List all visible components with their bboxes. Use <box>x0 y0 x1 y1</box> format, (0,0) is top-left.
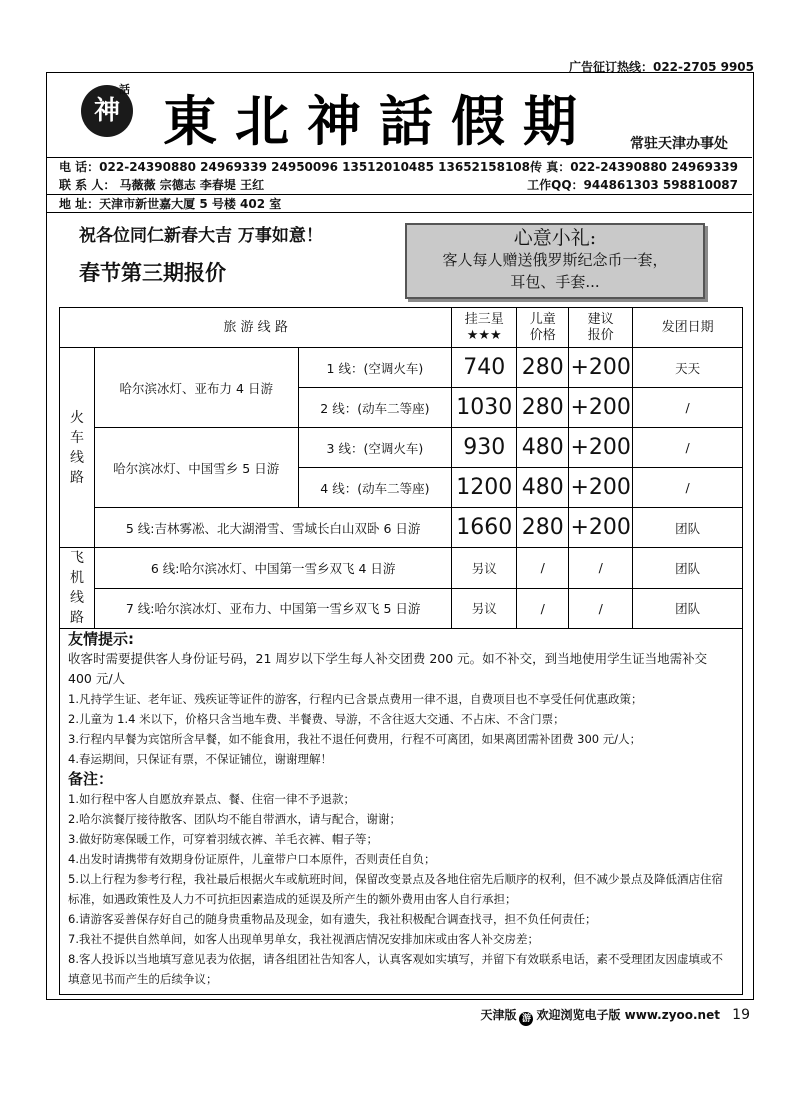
contact-people: 联 系 人： 马薇薇 宗德志 李春堤 王红 <box>59 178 265 192</box>
list-item: 2.儿童为 1.4 米以下，价格只含当地车费、半餐费、导游，不含往返大交通、不占床、不含门票； <box>68 712 565 726</box>
table-row <box>60 588 743 629</box>
route-line: 7 线:哈尔滨冰灯、亚布力、中国第一雪乡双飞 5 日游 <box>94 588 451 629</box>
ad-hotline: 广告征订热线：022-2705 9905 <box>568 60 754 74</box>
route-price: 另议 <box>452 548 517 589</box>
route-child-price: 280 <box>517 508 569 548</box>
route-child-price: / <box>517 548 569 589</box>
route-suggest: +200 <box>569 428 633 468</box>
route-line: 2 线：(动车二等座) <box>298 388 452 428</box>
page-number: 19 <box>732 1007 750 1023</box>
route-suggest: +200 <box>569 388 633 428</box>
table-row <box>60 508 743 548</box>
list-item: 1.如行程中客人自愿放弃景点、餐、住宿一律不予退款； <box>68 792 355 806</box>
gift-line-2: 耳包、手套... <box>510 273 600 291</box>
route-price: 1660 <box>452 508 517 548</box>
list-item: 4.春运期间，只保证有票，不保证铺位，谢谢理解！ <box>68 752 332 766</box>
plane-category: 飞机线路 <box>60 548 95 629</box>
tips-title: 友情提示: <box>68 630 134 648</box>
list-item: 3.行程内早餐为宾馆所含早餐，如不能食用，我社不退任何费用，行程不可离团，如果离团需补团费 300 元/人； <box>68 732 642 746</box>
page-frame <box>46 72 754 1000</box>
list-item: 6.请游客妥善保存好自己的随身贵重物品及现金，如有遗失，我社积极配合调查找寻，担不负任何责任； <box>68 912 597 926</box>
list-item: 3.做好防寒保暖工作，可穿着羽绒衣裤、羊毛衣裤、帽子等； <box>68 832 378 846</box>
contact-qq: 工作QQ：944861303 598810087 <box>527 178 738 192</box>
badge-icon: 游 <box>519 1012 533 1026</box>
route-line: 1 线：(空调火车) <box>298 348 452 388</box>
brand-logo: 神 <box>81 85 133 137</box>
greeting: 祝各位同仁新春大吉 万事如意！ <box>79 226 323 246</box>
brand-logo-small: 話 <box>119 83 130 96</box>
list-item: 4.出发时请携带有效期身份证原件，儿童带户口本原件，否则责任自负； <box>68 852 436 866</box>
list-item: 5.以上行程为参考行程，我社最后根据火车或航班时间，保留改变景点及各地住宿先后顺序的权利，但不减少景点及降低酒店住宿标准，如遇政策性及人力不可抗拒因素造成的延误及所产生的额外费用由客人自行承担； <box>68 872 723 906</box>
table-header-row <box>60 308 743 348</box>
office-label: 常驻天津办事处 <box>630 136 728 152</box>
table-row <box>60 348 743 388</box>
price-table <box>59 307 743 629</box>
route-child-price: 280 <box>517 348 569 388</box>
footer-url[interactable]: www.zyoo.net <box>624 1008 720 1022</box>
route-date: / <box>633 388 743 428</box>
page-footer <box>480 1006 750 1026</box>
header-suggest: 建议 报价 <box>569 308 633 348</box>
list-item: 2.哈尔滨餐厅接待散客、团队均不能自带酒水，请与配合，谢谢； <box>68 812 401 826</box>
header-route: 旅 游 线 路 <box>60 308 452 348</box>
route-price: 另议 <box>452 588 517 629</box>
quote-title: 春节第三期报价 <box>79 261 226 285</box>
tips-intro: 收客时需要提供客人身份证号码，21 周岁以下学生每人补交团费 200 元。如不补交，到当地使用学生证当地需补交 400 元/人 <box>68 651 708 686</box>
table-row <box>60 548 743 589</box>
list-item: 1.凡持学生证、老年证、残疾证等证件的游客，行程内已含景点费用一律不退，自费项目也不享受任何优惠政策； <box>68 692 643 706</box>
route-suggest: +200 <box>569 468 633 508</box>
table-row <box>60 428 743 468</box>
train-category: 火车线路 <box>60 348 95 548</box>
route-date: 团队 <box>633 508 743 548</box>
gift-box <box>405 223 705 299</box>
route-group-2: 哈尔滨冰灯、中国雪乡 5 日游 <box>94 428 298 508</box>
contact-block <box>47 157 752 213</box>
route-line: 3 线：(空调火车) <box>298 428 452 468</box>
header-date: 发团日期 <box>633 308 743 348</box>
gift-line-1: 客人每人赠送俄罗斯纪念币一套， <box>442 251 668 269</box>
route-date: 团队 <box>633 548 743 589</box>
route-date: 团队 <box>633 588 743 629</box>
route-price: 740 <box>452 348 517 388</box>
notes-section <box>59 627 743 995</box>
route-group-1: 哈尔滨冰灯、亚布力 4 日游 <box>94 348 298 428</box>
list-item: 8.客人投诉以当地填写意见表为依据，请各组团社告知客人，认真客观如实填写，并留下有效联系电话，素不受理团友因虚填或不填意见书而产生的后续争议； <box>68 952 723 986</box>
route-suggest: +200 <box>569 508 633 548</box>
list-item: 7.我社不提供自然单间，如客人出现单男单女，我社视酒店情况安排加床或由客人补交房差； <box>68 932 539 946</box>
route-child-price: 280 <box>517 388 569 428</box>
contact-address: 地 址：天津市新世嘉大厦 5 号楼 402 室 <box>59 197 282 211</box>
route-line: 6 线:哈尔滨冰灯、中国第一雪乡双飞 4 日游 <box>94 548 451 589</box>
footer-slogan: 欢迎浏览电子版 <box>536 1008 621 1022</box>
contact-fax: 传 真：022-24390880 24969339 <box>530 160 738 174</box>
route-date: / <box>633 468 743 508</box>
route-date: 天天 <box>633 348 743 388</box>
header-star: 挂三星 ★★★ <box>452 308 517 348</box>
header-child: 儿童 价格 <box>517 308 569 348</box>
brand-name: 東北神話假期 <box>163 89 595 153</box>
route-child-price: / <box>517 588 569 629</box>
remarks-title: 备注： <box>68 770 114 788</box>
route-suggest: / <box>569 548 633 589</box>
route-price: 930 <box>452 428 517 468</box>
route-line: 5 线:吉林雾凇、北大湖滑雪、雪域长白山双卧 6 日游 <box>94 508 451 548</box>
edition-label: 天津版 <box>480 1008 517 1022</box>
route-suggest: +200 <box>569 348 633 388</box>
route-date: / <box>633 428 743 468</box>
route-line: 4 线：(动车二等座) <box>298 468 452 508</box>
route-child-price: 480 <box>517 468 569 508</box>
gift-title: 心意小礼: <box>513 227 597 249</box>
route-price: 1200 <box>452 468 517 508</box>
brand-header <box>47 73 752 157</box>
route-child-price: 480 <box>517 428 569 468</box>
route-suggest: / <box>569 588 633 629</box>
contact-phone: 电 话：022-24390880 24969339 24950096 13512010485 13652158108 <box>59 160 531 174</box>
route-price: 1030 <box>452 388 517 428</box>
